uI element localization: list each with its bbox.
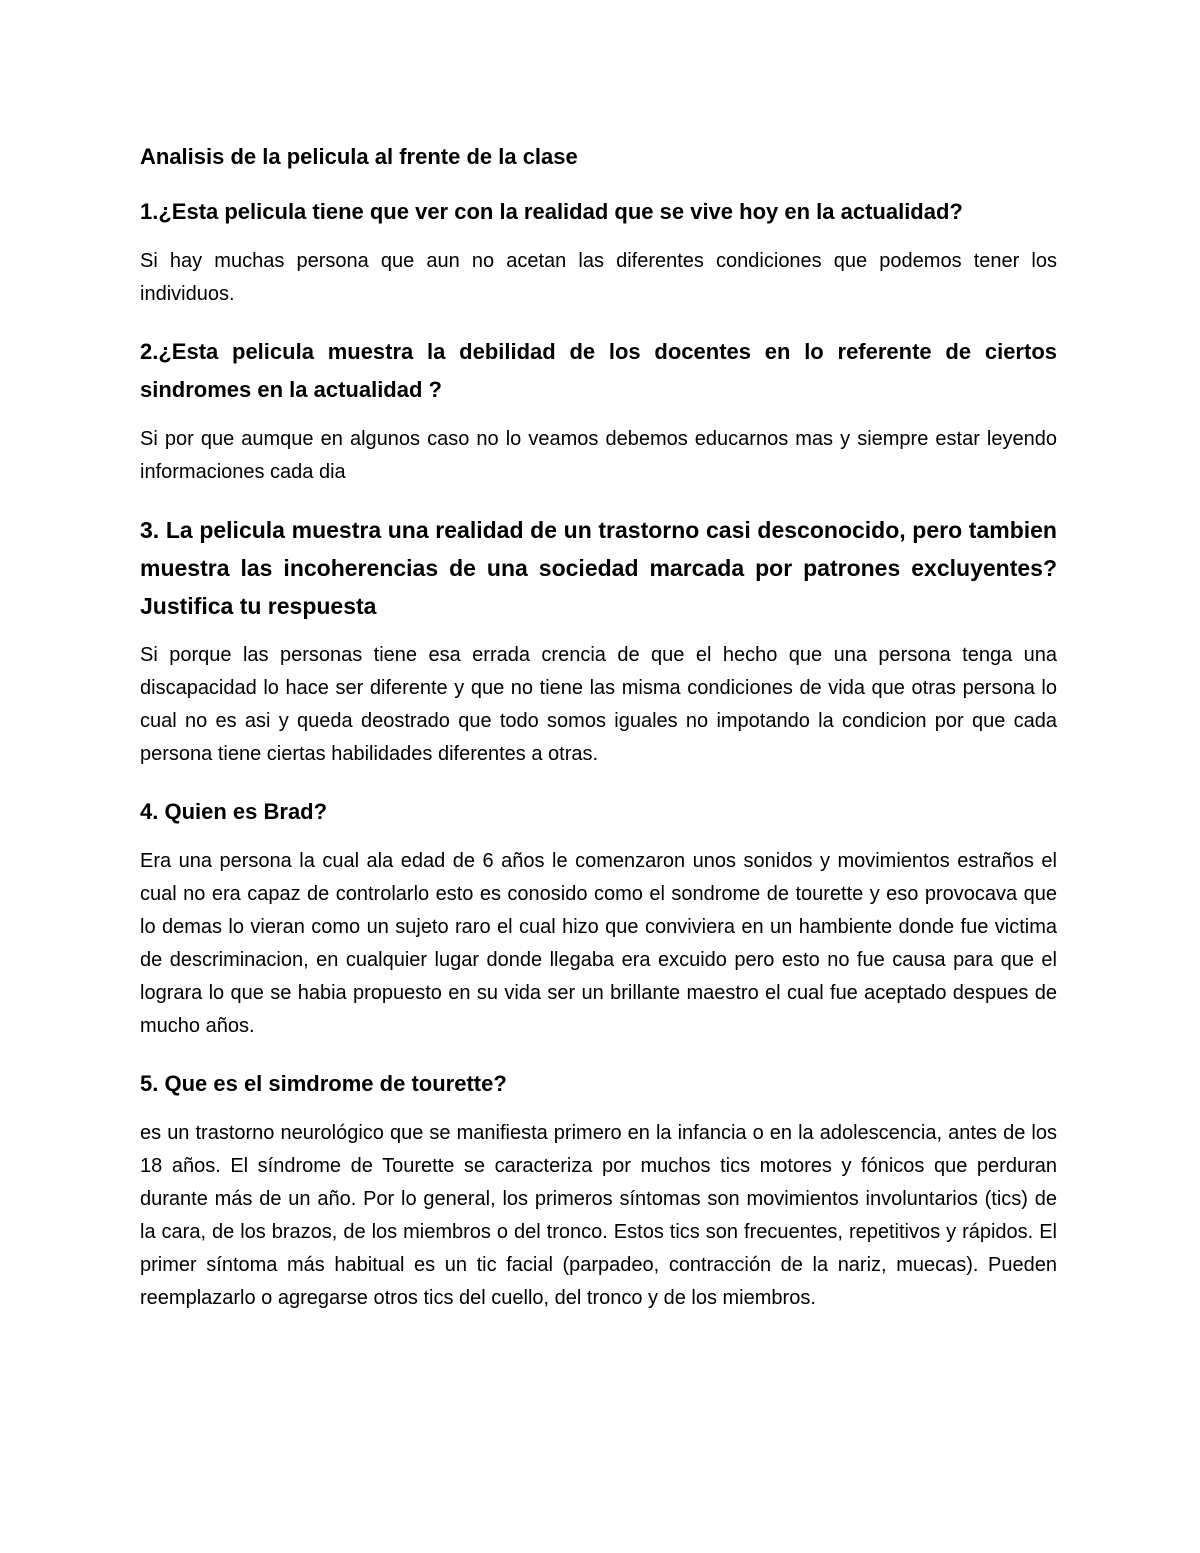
- document-page: [140, 140, 1057, 1337]
- answer-3: Si porque las personas tiene esa errada crencia de que el hecho que una persona tenga una discapacidad lo hace ser diferente y que no tiene las misma condiciones de vida que otras persona lo cual no es asi y queda deostrado que todo somos iguales no impotando la condicion por que cada persona tiene ciertas habilidades diferentes a otras.: [140, 644, 1057, 765]
- question-4: 4. Quien es Brad?: [140, 799, 328, 824]
- question-5: 5. Que es el simdrome de tourette?: [140, 1071, 507, 1096]
- answer-5: es un trastorno neurológico que se manifiesta primero en la infancia o en la adolescencia, antes de los 18 años. El síndrome de Tourette se caracteriza por muchos tics motores y fónicos que perduran durante más de un año. Por lo general, los primeros síntomas son movimientos involuntarios (tics) de la cara, de los brazos, de los miembros o del tronco. Estos tics son frecuentes, repetitivos y rápidos. El primer síntoma más habitual es un tic facial (parpadeo, contracción de la nariz, muecas). Pueden reemplazarlo o agregarse otros tics del cuello, del tronco y de los miembros.: [140, 1122, 1057, 1309]
- question-1: 1.¿Esta pelicula tiene que ver con la realidad que se vive hoy en la actualidad?: [140, 199, 963, 224]
- question-2: 2.¿Esta pelicula muestra la debilidad de los docentes en lo referente de ciertos sindromes en la actualidad ?: [140, 339, 1057, 402]
- answer-1: Si hay muchas persona que aun no acetan las diferentes condiciones que podemos tener los individuos.: [140, 250, 1057, 305]
- answer-4: Era una persona la cual ala edad de 6 años le comenzaron unos sonidos y movimientos estraños el cual no era capaz de controlarlo esto es conosido como el sondrome de tourette y eso provocava que lo demas lo vieran como un sujeto raro el cual hizo que conviviera en un hambiente donde fue victima de descriminacion, en cualquier lugar donde llegaba era excuido pero esto no fue causa para que el lograra lo que se habia propuesto en su vida ser un brillante maestro el cual fue aceptado despues de mucho años.: [140, 850, 1057, 1037]
- question-3: 3. La pelicula muestra una realidad de un trastorno casi desconocido, pero tambien muestra las incoherencias de una sociedad marcada por patrones excluyentes? Justifica tu respuesta: [140, 517, 1057, 619]
- answer-2: Si por que aumque en algunos caso no lo veamos debemos educarnos mas y siempre estar leyendo informaciones cada dia: [140, 428, 1057, 483]
- document-title: Analisis de la pelicula al frente de la clase: [140, 144, 578, 169]
